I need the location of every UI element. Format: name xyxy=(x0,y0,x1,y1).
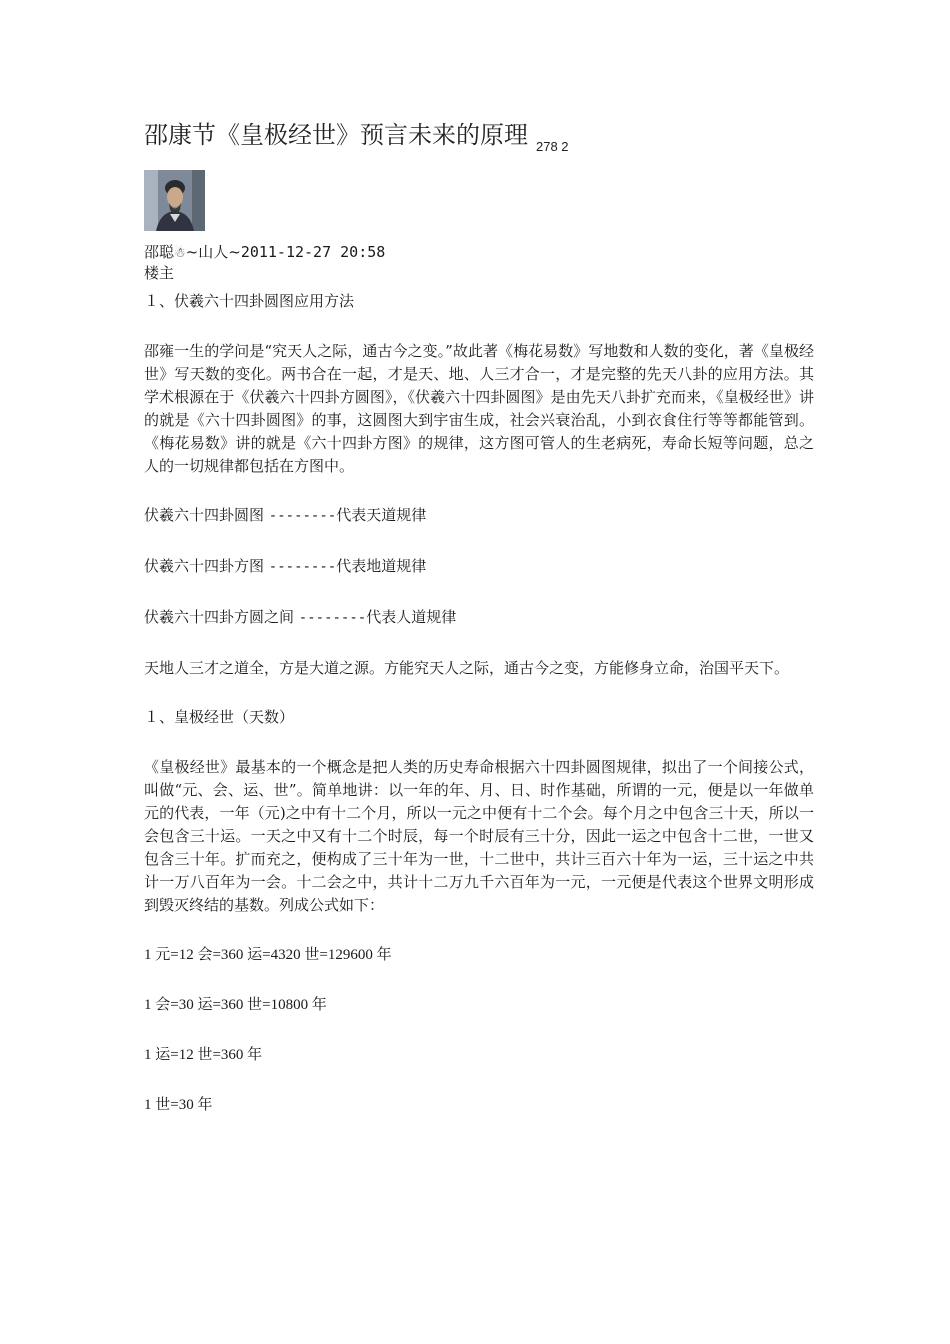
formula-line: 1 元=12 会=360 运=4320 世=129600 年 xyxy=(144,947,392,963)
post-body xyxy=(144,290,814,1117)
floor-label: 楼主 xyxy=(144,264,175,282)
section-heading: １、皇极经世（天数） xyxy=(144,708,295,726)
post-author-line xyxy=(144,242,385,264)
section-heading: １、伏羲六十四卦圆图应用方法 xyxy=(144,292,355,310)
formula-line: 1 会=30 运=360 世=10800 年 xyxy=(144,997,327,1013)
definition-line: 伏羲六十四卦方图 --------代表地道规律 xyxy=(144,557,427,575)
formula-line: 1 世=30 年 xyxy=(144,1097,213,1113)
paragraph: 邵雍一生的学问是“究天人之际，通古今之变。”故此著《梅花易数》写地数和人数的变化，著《皇极经世》写天数的变化。两书合在一起，才是天、地、人三才合一，才是完整的先天八卦的应用方法。其学术根源在于《伏羲六十四卦方圆图》，《伏羲六十四卦圆图》是由先天八卦扩充而来，《皇极经世》讲的就是《六十四卦圆图》的事，这圆图大到宇宙生成，社会兴衰治乱，小到衣食住行等等都能管到。《梅花易数》讲的就是《六十四卦方图》的规律，这方图可管人的生老病死，寿命长短等问题，总之人的一切规律都包括在方图中。 xyxy=(144,342,814,475)
snowman-emoticon-icon: ☃ xyxy=(174,246,186,261)
post-timestamp: 2011-12-27 20:58 xyxy=(240,243,386,261)
author-name[interactable]: 邵聪 xyxy=(144,243,175,261)
avatar-portrait-image xyxy=(144,170,205,231)
paragraph: 天地人三才之道全，方是大道之源。方能究天人之际，通古今之变，方能修身立命，治国平天下。 xyxy=(144,659,790,677)
formula-line: 1 运=12 世=360 年 xyxy=(144,1047,263,1063)
author-suffix[interactable]: ~山人~ xyxy=(185,243,241,261)
definition-line: 伏羲六十四卦圆图 --------代表天道规律 xyxy=(144,506,427,524)
definition-line: 伏羲六十四卦方圆之间 --------代表人道规律 xyxy=(144,608,457,626)
avatar[interactable] xyxy=(144,170,205,231)
view-reply-counts: 278 2 xyxy=(536,139,569,154)
title-text: 邵康节《皇极经世》预言未来的原理 xyxy=(144,121,528,149)
page-title xyxy=(144,118,569,164)
paragraph: 《皇极经世》最基本的一个概念是把人类的历史寿命根据六十四卦圆图规律，拟出了一个间接公式，叫做“元、会、运、世”。简单地讲：以一年的年、月、日、时作基础，所谓的一元，便是以一年做单元的代表，一年（元)之中有十二个月，所以一元之中便有十二个会。每个月之中包含三十天，所以一会包含三十运。一天之中又有十二个时辰，每一个时辰有三十分，因此一运之中包含十二世，一世又包含三十年。扩而充之，便构成了三十年为一世，十二世中，共计三百六十年为一运，三十运之中共计一万八百年为一会。十二会之中，共计十二万九千六百年为一元，一元便是代表这个世界文明形成到毁灭终结的基数。列成公式如下： xyxy=(144,758,814,914)
